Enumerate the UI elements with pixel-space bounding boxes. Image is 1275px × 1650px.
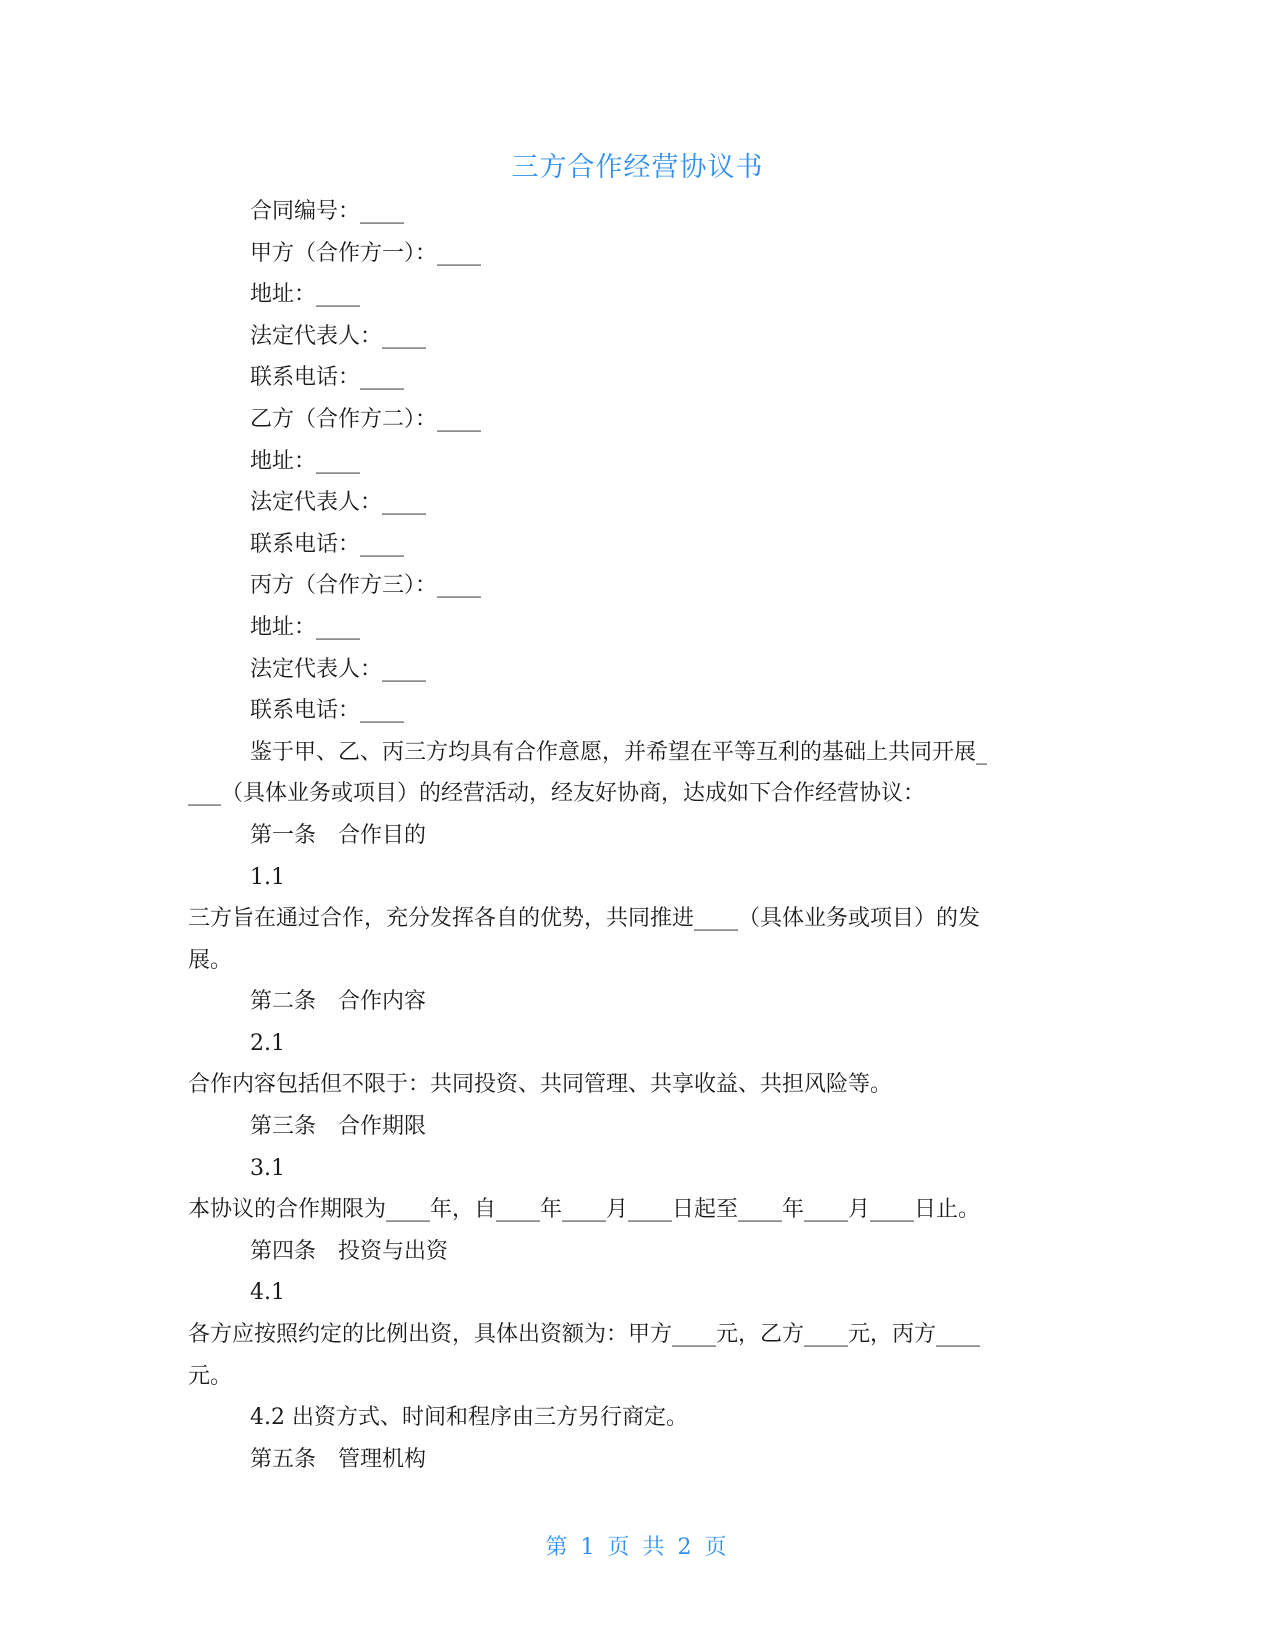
party-c-representative-line: 法定代表人：____ <box>250 656 427 682</box>
party-c-phone-line: 联系电话：____ <box>250 698 405 724</box>
article-2-heading: 第二条 合作内容 <box>250 989 427 1015</box>
article-4-heading: 第四条 投资与出资 <box>250 1238 449 1264</box>
clause-4-2-text: 4.2 出资方式、时间和程序由三方另行商定。 <box>250 1405 688 1431</box>
clause-2-1-number: 2.1 <box>250 1030 285 1056</box>
article-5-heading: 第五条 管理机构 <box>250 1446 427 1472</box>
page-footer: 第 1 页 共 2 页 <box>545 1535 730 1560</box>
document-body <box>188 191 1088 1480</box>
article-3-heading: 第三条 合作期限 <box>250 1114 427 1140</box>
clause-1-1-text-line-2: 展。 <box>188 947 233 973</box>
preamble-line-2: ___（具体业务或项目）的经营活动，经友好协商，达成如下合作经营协议： <box>188 781 926 807</box>
clause-4-1-text-line-2: 元。 <box>188 1363 233 1389</box>
clause-1-1-number: 1.1 <box>250 864 285 890</box>
document-title: 三方合作经营协议书 <box>511 152 764 183</box>
clause-2-1-text: 合作内容包括但不限于：共同投资、共同管理、共享收益、共担风险等。 <box>188 1072 893 1098</box>
party-a-representative-line: 法定代表人：____ <box>250 323 427 349</box>
party-c-address-line: 地址：____ <box>250 614 361 640</box>
party-a-address-line: 地址：____ <box>250 282 361 308</box>
clause-1-1-text-line-1: 三方旨在通过合作，充分发挥各自的优势，共同推进____（具体业务或项目）的发 <box>188 906 981 932</box>
party-b-representative-line: 法定代表人：____ <box>250 490 427 516</box>
article-1-heading: 第一条 合作目的 <box>250 822 427 848</box>
contract-number-line: 合同编号：____ <box>250 199 405 224</box>
party-b-line: 乙方（合作方二）：____ <box>250 406 482 432</box>
clause-3-1-text: 本协议的合作期限为____年，自____年____月____日起至____年____月____日止。 <box>188 1197 981 1223</box>
party-a-line: 甲方（合作方一）：____ <box>250 240 482 266</box>
party-b-phone-line: 联系电话：____ <box>250 531 405 557</box>
clause-3-1-number: 3.1 <box>250 1155 285 1181</box>
party-c-line: 丙方（合作方三）：____ <box>250 573 482 599</box>
clause-4-1-text-line-1: 各方应按照约定的比例出资，具体出资额为：甲方____元，乙方____元，丙方____ <box>188 1322 981 1348</box>
preamble-line-1: 鉴于甲、乙、丙三方均具有合作意愿，并希望在平等互利的基础上共同开展_ <box>250 739 988 765</box>
clause-4-1-number: 4.1 <box>250 1280 285 1306</box>
party-b-address-line: 地址：____ <box>250 448 361 474</box>
party-a-phone-line: 联系电话：____ <box>250 365 405 391</box>
